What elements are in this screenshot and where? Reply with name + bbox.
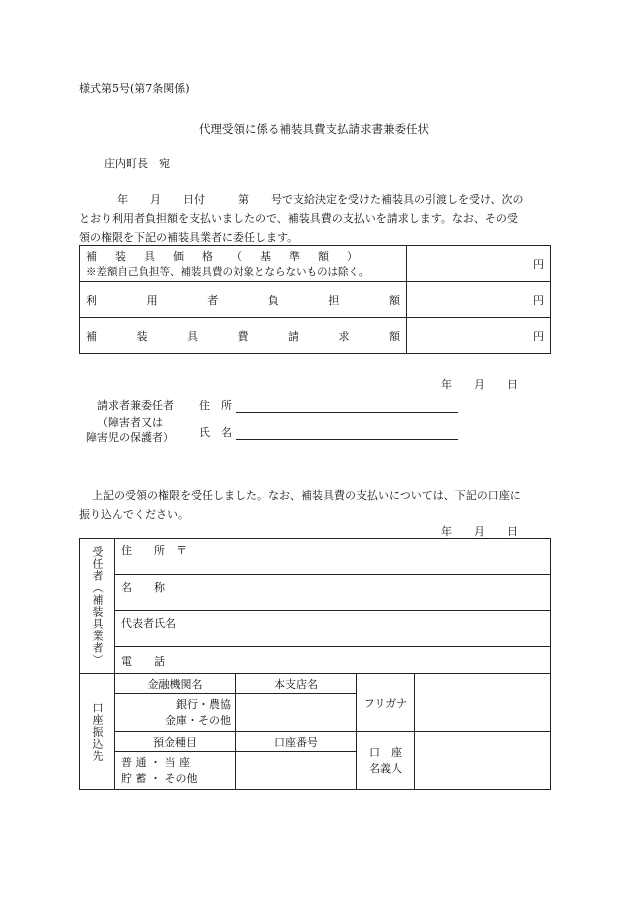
acceptance-date: 年 月 日 [441,525,518,538]
agent-header [80,539,115,674]
requester-role: 請求者兼委任者 [97,399,174,412]
account-table [79,673,551,790]
holder-label-line-1: 口 座 [369,745,402,759]
account-header-text: 口座振込先 [91,701,104,762]
intro-line-2: とおり利用者負担額を支払いましたので、補装具費の支払いを請求します。なお、その受 [79,212,518,225]
account-number-header: 口座番号 [236,732,357,752]
request-date: 年 月 日 [441,378,518,391]
account-header [80,674,115,790]
holder-label-line-2: 名義人 [369,761,402,775]
agent-rep-label: 代表者氏名 [121,617,176,630]
agent-name-label: 名 称 [121,581,165,594]
cost-table [79,245,551,354]
claim-amount-value[interactable] [407,318,551,354]
bank-types-line-1: 銀行・農協 [176,697,231,711]
addressee: 庄内町長 宛 [104,157,170,170]
branch-name-field[interactable] [236,694,357,732]
bank-types-line-2: 金庫・その他 [165,713,231,727]
agent-address-label: 住 所 〒 [121,544,187,557]
furigana-label: フリガナ [357,674,415,732]
requester-note-1: （障害者又は [97,416,163,429]
address-label: 住 所 [199,399,232,412]
document-title: 代理受領に係る補装具費支払請求書兼委任状 [199,122,429,136]
account-holder-label [357,732,415,790]
agent-representative-field[interactable] [115,611,551,647]
yen-unit: 円 [533,293,544,307]
agent-address-field[interactable] [115,539,551,575]
user-burden-amount[interactable] [407,282,551,318]
base-price-label: 補装具価格（基準額） [86,250,376,263]
branch-name-header: 本支店名 [236,674,357,694]
agent-header-text: 受任者（補装具業者） [91,546,104,666]
form-number: 様式第5号(第7条関係) [79,82,190,95]
intro-line-1: 年 月 日付 第 号で支給決定を受けた補装具の引渡しを受け、次の [117,193,524,206]
name-line [236,427,458,440]
agent-phone-label: 電 話 [121,655,165,668]
yen-unit: 円 [533,329,544,343]
agent-table [79,538,551,674]
base-price-amount[interactable] [407,246,551,282]
requester-address-field[interactable] [199,397,458,413]
intro-line-3: 領の権限を下記の補装具業者に委任します。 [79,231,299,244]
cost-row-base-price [80,246,407,282]
account-holder-field[interactable] [415,732,551,790]
requester-note [86,415,174,445]
requester-name-field[interactable] [199,424,458,440]
acceptance-line-2: 振り込んでください。 [79,508,189,521]
yen-unit: 円 [533,257,544,271]
bank-types[interactable] [115,694,236,732]
bank-name-header: 金融機関名 [115,674,236,694]
cost-row-user-burden [80,282,407,318]
furigana-field[interactable] [415,674,551,732]
user-burden-label: 利 用 者 負 担 額 [86,293,400,307]
deposit-types-line-1: 普 通 ・ 当 座 [121,755,190,769]
base-price-note: ※差額自己負担等、補装具費の対象とならないものは除く。 [86,266,370,278]
agent-phone-field[interactable] [115,647,551,674]
deposit-type-header: 預金種目 [115,732,236,752]
requester-note-2: 障害児の保護者） [86,431,174,444]
claim-amount-label: 補 装 具 費 請 求 額 [86,329,400,343]
deposit-types-line-2: 貯 蓄 ・ その他 [121,771,198,785]
account-number-field[interactable] [236,752,357,790]
cost-row-claim-amount [80,318,407,354]
agent-name-field[interactable] [115,575,551,611]
address-line [236,400,458,413]
name-label: 氏 名 [199,426,232,439]
deposit-types[interactable] [115,752,236,790]
acceptance-line-1: 上記の受領の権限を受任しました。なお、補装具費の支払いについては、下記の口座に [92,489,521,502]
